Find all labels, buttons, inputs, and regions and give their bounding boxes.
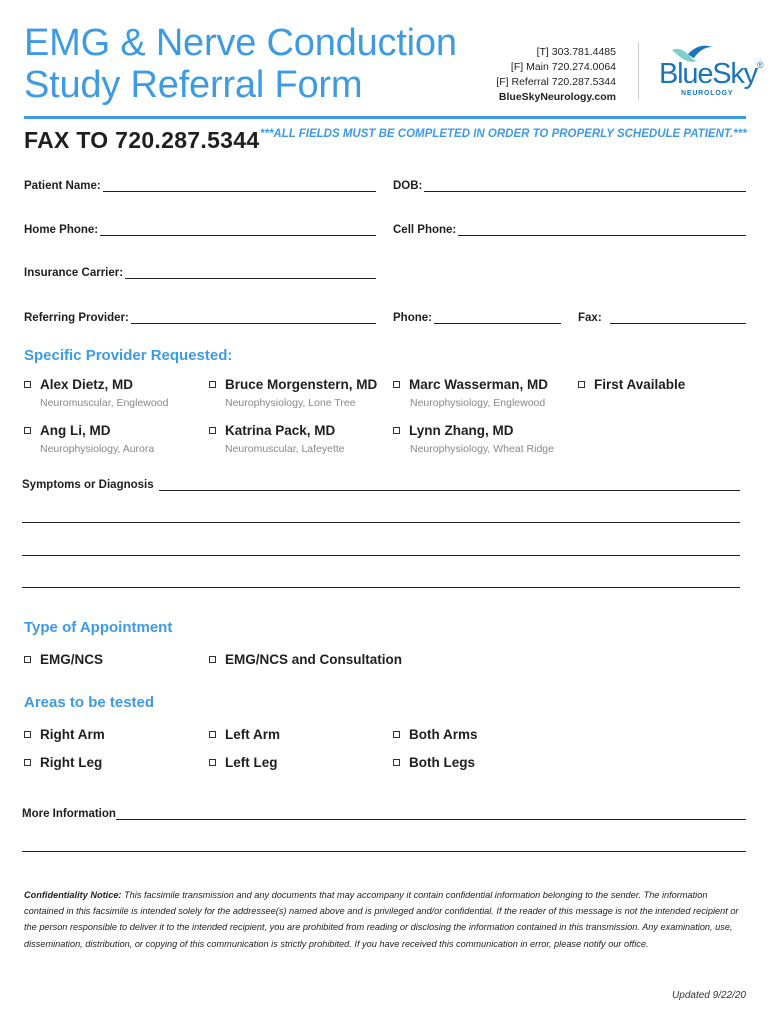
area-option[interactable]: [24, 727, 105, 742]
provider-option[interactable]: [393, 377, 548, 392]
provider-section-heading: Specific Provider Requested:: [24, 347, 233, 364]
provider-name: Bruce Morgenstern, MD: [225, 377, 378, 392]
more-info-label: More Information: [22, 808, 116, 820]
provider-phone-field[interactable]: [393, 312, 561, 324]
area-option[interactable]: [24, 755, 102, 770]
patient-name-line[interactable]: [103, 181, 376, 192]
insurance-carrier-line[interactable]: [125, 268, 376, 279]
patient-name-label: Patient Name:: [24, 180, 101, 192]
confidentiality-text: This facsimile transmission and any documents that may accompany it contain confidential information belonging to the sender. The information contained in this facsimile is intended solely for the addressee(s) named above and is privileged and/or confidential. If the reader of this message is not the intended recipient or the person responsible to deliver it to the intended recipient, you are prohibited from reading or disclosing the information contained in this transmission. Any examination, use, dissemination, distribution, or copying of this communication is strictly prohibited. If you have received this communication in error, please notify our office.: [24, 890, 739, 949]
provider-option[interactable]: [578, 377, 685, 392]
insurance-carrier-field[interactable]: [24, 267, 376, 279]
provider-specialty: Neurophysiology, Wheat Ridge: [410, 443, 554, 455]
checkbox[interactable]: [393, 381, 400, 388]
checkbox[interactable]: [393, 731, 400, 738]
provider-name: Marc Wasserman, MD: [409, 377, 549, 392]
provider-specialty: Neuromuscular, Englewood: [40, 397, 169, 409]
provider-name: Katrina Pack, MD: [225, 423, 336, 438]
provider-name: Ang Li, MD: [40, 423, 111, 438]
area-option-label: Both Arms: [409, 727, 478, 742]
provider-option[interactable]: [24, 423, 111, 438]
area-option[interactable]: [209, 727, 280, 742]
checkbox[interactable]: [209, 656, 216, 663]
provider-option[interactable]: [209, 377, 377, 392]
symptoms-line[interactable]: [22, 555, 740, 556]
form-title: [24, 22, 494, 106]
patient-name-field[interactable]: [24, 180, 376, 192]
provider-name: Lynn Zhang, MD: [409, 423, 514, 438]
area-option-label: Left Leg: [225, 755, 278, 770]
area-option-label: Both Legs: [409, 755, 475, 770]
referring-provider-label: Referring Provider:: [24, 312, 129, 324]
more-info-line[interactable]: [22, 851, 746, 852]
checkbox[interactable]: [209, 731, 216, 738]
provider-specialty: Neurophysiology, Englewood: [410, 397, 546, 409]
fax-to-number: FAX TO 720.287.5344: [24, 127, 260, 153]
area-option[interactable]: [209, 755, 278, 770]
area-option-label: Right Leg: [40, 755, 103, 770]
logo-subtitle: NEUROLOGY: [681, 90, 734, 97]
dob-field[interactable]: [393, 180, 746, 192]
areas-section-heading: Areas to be tested: [24, 694, 155, 711]
checkbox[interactable]: [24, 427, 31, 434]
form-title-line2: Study Referral Form: [24, 64, 363, 106]
appointment-option[interactable]: [209, 652, 402, 667]
appointment-option-label: EMG/NCS and Consultation: [225, 652, 402, 667]
appointment-section-heading: Type of Appointment: [24, 619, 173, 636]
checkbox[interactable]: [393, 427, 400, 434]
more-info-line[interactable]: [116, 809, 746, 820]
area-option[interactable]: [393, 755, 475, 770]
provider-option[interactable]: [393, 423, 514, 438]
provider-phone-line[interactable]: [434, 313, 561, 324]
provider-option[interactable]: [24, 377, 133, 392]
area-option-label: Right Arm: [40, 727, 105, 742]
checkbox[interactable]: [578, 381, 585, 388]
symptoms-line[interactable]: [159, 480, 740, 491]
symptoms-line[interactable]: [22, 587, 740, 588]
header-divider: [638, 42, 639, 100]
provider-phone-label: Phone:: [393, 312, 432, 324]
updated-date: Updated 9/22/20: [672, 990, 746, 1001]
provider-specialty: Neurophysiology, Aurora: [40, 443, 155, 455]
referring-provider-line[interactable]: [131, 313, 376, 324]
checkbox[interactable]: [209, 381, 216, 388]
checkbox[interactable]: [393, 759, 400, 766]
header-rule: [24, 116, 746, 119]
bluesky-logo: [656, 44, 764, 100]
area-option-label: Left Arm: [225, 727, 281, 742]
checkbox[interactable]: [24, 656, 31, 663]
home-phone-line[interactable]: [100, 225, 376, 236]
cell-phone-line[interactable]: [458, 225, 746, 236]
all-fields-notice: ***ALL FIELDS MUST BE COMPLETED IN ORDER TO PROPERLY SCHEDULE PATIENT.***: [260, 128, 747, 140]
contact-fax-main: [F] Main 720.274.0064: [510, 61, 616, 73]
provider-fax-field[interactable]: [578, 312, 746, 324]
contact-website: BlueSkyNeurology.com: [498, 91, 616, 103]
form-title-line1: EMG & Nerve Conduction: [24, 22, 457, 64]
referring-provider-field[interactable]: [24, 312, 376, 324]
symptoms-line[interactable]: [22, 522, 740, 523]
appointment-option-label: EMG/NCS: [40, 652, 104, 667]
confidentiality-label: Confidentiality Notice:: [24, 890, 122, 900]
contact-block: [496, 45, 616, 105]
appointment-option[interactable]: [24, 652, 103, 667]
provider-fax-label: Fax:: [578, 312, 602, 324]
checkbox[interactable]: [209, 427, 216, 434]
provider-option[interactable]: [209, 423, 335, 438]
confidentiality-notice: [24, 887, 748, 952]
home-phone-field[interactable]: [24, 224, 376, 236]
provider-name: Alex Dietz, MD: [40, 377, 134, 392]
checkbox[interactable]: [209, 759, 216, 766]
provider-specialty: Neurophysiology, Lone Tree: [225, 397, 356, 409]
more-info-field[interactable]: [22, 808, 746, 820]
area-option[interactable]: [393, 727, 478, 742]
contact-fax-referral: [F] Referral 720.287.5344: [496, 76, 616, 88]
checkbox[interactable]: [24, 759, 31, 766]
insurance-carrier-label: Insurance Carrier:: [24, 267, 124, 279]
provider-name: First Available: [594, 377, 686, 392]
checkbox[interactable]: [24, 731, 31, 738]
symptoms-field[interactable]: [22, 479, 740, 491]
cell-phone-label: Cell Phone:: [393, 224, 457, 236]
checkbox[interactable]: [24, 381, 31, 388]
home-phone-label: Home Phone:: [24, 224, 99, 236]
cell-phone-field[interactable]: [393, 224, 746, 236]
logo-wordmark: BlueSky®: [659, 58, 764, 90]
symptoms-label: Symptoms or Diagnosis: [22, 479, 154, 491]
dob-label: DOB:: [393, 180, 423, 192]
provider-fax-line[interactable]: [610, 313, 746, 324]
provider-specialty: Neuromuscular, Lafeyette: [225, 443, 345, 455]
contact-telephone: [T] 303.781.4485: [536, 46, 616, 58]
dob-line[interactable]: [424, 181, 746, 192]
